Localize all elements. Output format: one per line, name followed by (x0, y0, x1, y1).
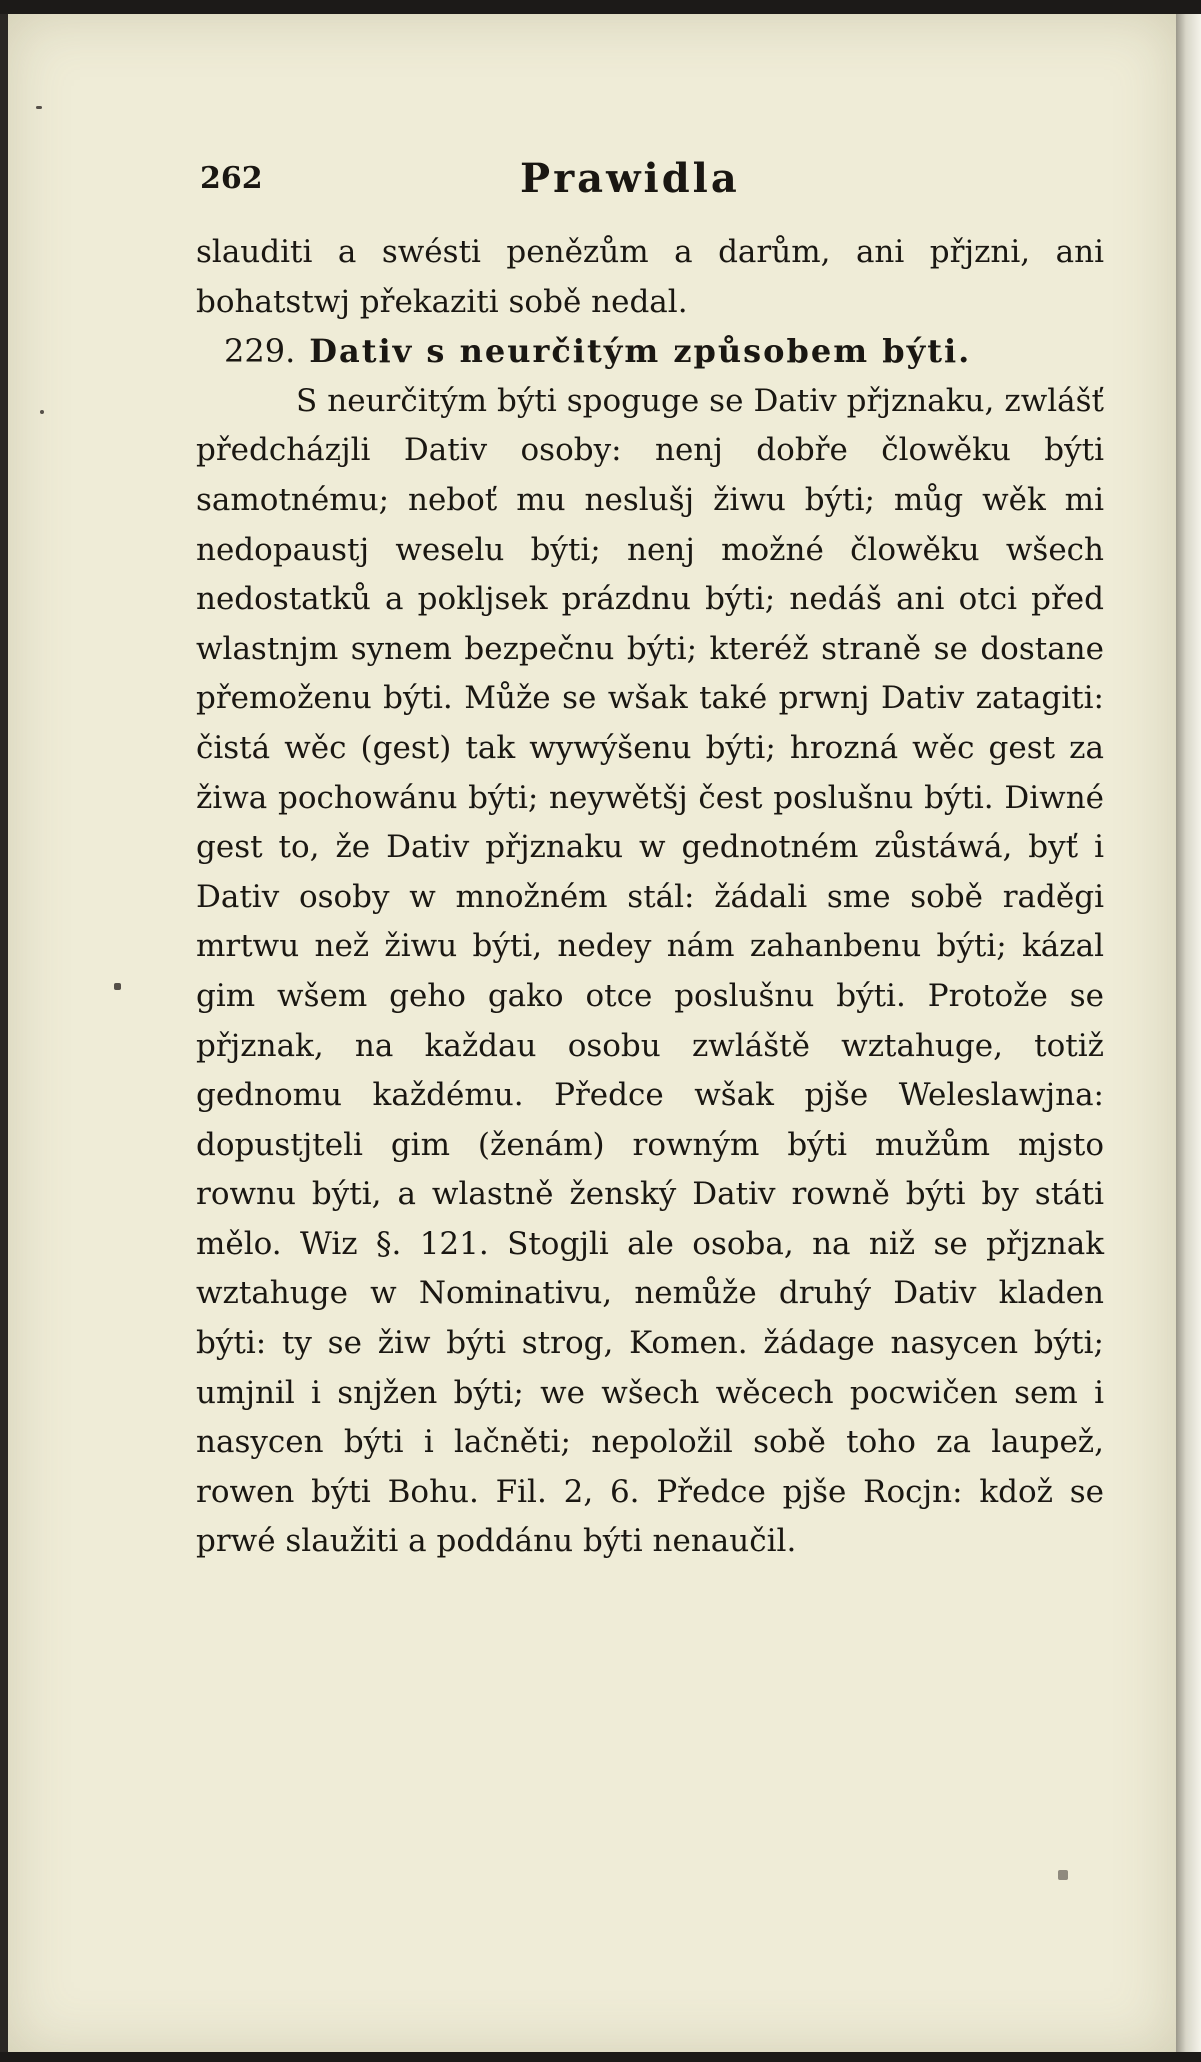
section-heading (196, 327, 1104, 377)
scan-top-border (0, 0, 1201, 14)
scan-bottom-border (0, 2052, 1201, 2062)
dust-speck (36, 106, 42, 109)
dust-speck (40, 410, 44, 414)
running-head: Prawidla (520, 155, 740, 202)
dust-speck (1058, 1870, 1068, 1880)
continuation-text: slauditi a swésti penězům a darům, ani přjzni, ani bohatstwj překaziti sobě nedal. (196, 234, 1104, 320)
page-header (200, 155, 1100, 205)
dust-speck (114, 983, 121, 990)
section-title: Dativ s neurčitým způsobem býti. (309, 332, 972, 371)
page-number: 262 (200, 161, 263, 196)
body-paragraph: S neurčitým býti spoguge se Dativ přjznaku, zwlášť předcházjli Dativ osoby: nenj dobře člowěku býti samotnému; neboť mu neslušj žiwu býti; můg wěk mi nedopaustj weselu býti; nenj možné člowěku wšech nedostatků a pokljsek prázdnu býti; nedáš ani otci před wlastnjm synem bezpečnu býti; kteréž straně se dostane přemoženu býti. Může se wšak také prwnj Dativ zatagiti: čistá wěc (gest) tak wywýšenu býti; hrozná wěc gest za žiwa pochowánu býti; neywětšj čest poslušnu býti. Diwné gest to, že Dativ přjznaku w gednotném zůstáwá, byť i Dativ osoby w množném stál: žádali sme sobě raděgi mrtwu než žiwu býti, nedey nám zahanbenu býti; kázal gim wšem geho gako otce poslušnu býti. Protože se přjznak, na každau osobu zwláště wztahuge, totiž gednomu každému. Předce wšak pjše Weleslawjna: dopustjteli gim (ženám) rowným býti mužům mjsto rownu býti, a wlastně ženský Dativ rowně býti by státi mělo. Wiz §. 121. Stogjli ale osoba, na niž se přjznak wztahuge w Nominativu, nemůže druhý Dativ kladen býti: ty se žiw býti strog, Komen. žádage nasycen býti; umjnil i snjžen býti; we wšech wěcech pocwičen sem i nasycen býti i lačněti; nepoložil sobě toho za laupež, rowen býti Bohu. Fil. 2, 6. Předce pjše Rocjn: kdož se prwé slaužiti a poddánu býti nenaučil. (196, 382, 1104, 1560)
section-number: 229. (224, 332, 296, 371)
page-body (196, 228, 1104, 1567)
page-edge (1176, 14, 1201, 2062)
